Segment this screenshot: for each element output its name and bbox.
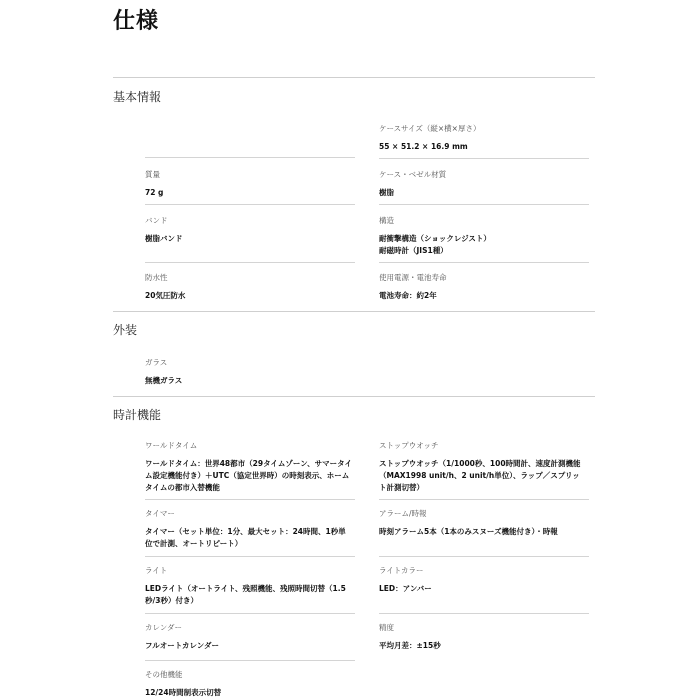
spec-value: 72 g [145, 188, 164, 197]
spec-water-resistance [145, 273, 353, 302]
spec-stopwatch [379, 441, 587, 494]
spec-alarm [379, 509, 587, 538]
spec-value: フルオートカレンダー [145, 641, 219, 650]
row-divider [145, 204, 355, 205]
section-divider [113, 396, 595, 397]
spec-value: タイマー（セット単位：1分、最大セット：24時間、1秒単位で計測、オートリピート） [145, 527, 346, 548]
spec-label: 構造 [379, 216, 394, 225]
spec-light [145, 566, 353, 607]
spec-value: 樹脂バンド [145, 234, 183, 243]
section-heading-basic-info: 基本情報 [113, 90, 162, 104]
spec-world-time [145, 441, 353, 494]
spec-label: 精度 [379, 623, 394, 632]
spec-value: 電池寿命：約2年 [379, 291, 437, 300]
spec-timer [145, 509, 353, 550]
spec-value: ストップウオッチ（1/1000秒、100時間計、速度計測機能（MAX1998 unit/h、2 unit/h単位）、ラップ／スプリット計測切替） [379, 459, 581, 492]
spec-label: タイマー [145, 509, 175, 518]
spec-value: LED：アンバー [379, 584, 432, 593]
row-divider [379, 158, 589, 159]
spec-label: 質量 [145, 170, 160, 179]
spec-value: 耐衝撃構造（ショックレジスト） 耐磁時計（JIS1種） [379, 234, 491, 255]
spec-case-size [379, 124, 587, 153]
section-divider [113, 311, 595, 312]
spec-label: ケースサイズ（縦×横×厚さ） [379, 124, 481, 133]
spec-case-material [379, 170, 587, 199]
spec-value: LEDライト（オートライト、残照機能、残照時間切替（1.5秒/3秒）付き） [145, 584, 346, 605]
spec-value: 12/24時間制表示切替 [145, 688, 222, 697]
spec-value: 55 × 51.2 × 16.9 mm [379, 142, 468, 151]
spec-band [145, 216, 353, 245]
spec-label: 使用電源・電池寿命 [379, 273, 447, 282]
spec-label: ライト [145, 566, 168, 575]
row-divider [145, 556, 355, 557]
row-divider [379, 499, 589, 500]
spec-weight [145, 170, 353, 199]
spec-label: ストップウオッチ [379, 441, 439, 450]
spec-label: その他機能 [145, 670, 183, 679]
spec-label: アラーム/時報 [379, 509, 427, 518]
title-divider [113, 77, 595, 78]
section-heading-exterior: 外装 [113, 323, 138, 337]
spec-label: カレンダー [145, 623, 183, 632]
spec-value: ワールドタイム：世界48都市（29タイムゾーン、サマータイム設定機能付き）＋UTC（協定世界時）の時刻表示、ホームタイムの都市入替機能 [145, 459, 353, 492]
spec-other-functions [145, 670, 353, 699]
spec-label: バンド [145, 216, 168, 225]
spec-value: 20気圧防水 [145, 291, 186, 300]
spec-value: 無機ガラス [145, 376, 183, 385]
spec-accuracy [379, 623, 587, 652]
spec-label: ケース・ベゼル材質 [379, 170, 447, 179]
spec-power-battery [379, 273, 587, 302]
row-divider [145, 613, 355, 614]
spec-structure [379, 216, 587, 257]
row-divider [145, 660, 355, 661]
row-divider [379, 556, 589, 557]
spec-value: 時刻アラーム5本（1本のみスヌーズ機能付き）・時報 [379, 527, 558, 536]
row-divider [379, 613, 589, 614]
spec-value: 平均月差：±15秒 [379, 641, 441, 650]
spec-calendar [145, 623, 353, 652]
row-divider [379, 204, 589, 205]
row-divider [379, 262, 589, 263]
spec-label: ライトカラー [379, 566, 424, 575]
section-heading-watch-functions: 時計機能 [113, 408, 162, 422]
page-title: 仕様 [113, 9, 160, 34]
spec-light-color [379, 566, 587, 595]
spec-label: ガラス [145, 358, 168, 367]
spec-label: 防水性 [145, 273, 168, 282]
spec-glass [145, 358, 353, 387]
row-divider [145, 157, 355, 158]
spec-label: ワールドタイム [145, 441, 198, 450]
row-divider [145, 499, 355, 500]
spec-value: 樹脂 [379, 188, 394, 197]
row-divider [145, 262, 355, 263]
